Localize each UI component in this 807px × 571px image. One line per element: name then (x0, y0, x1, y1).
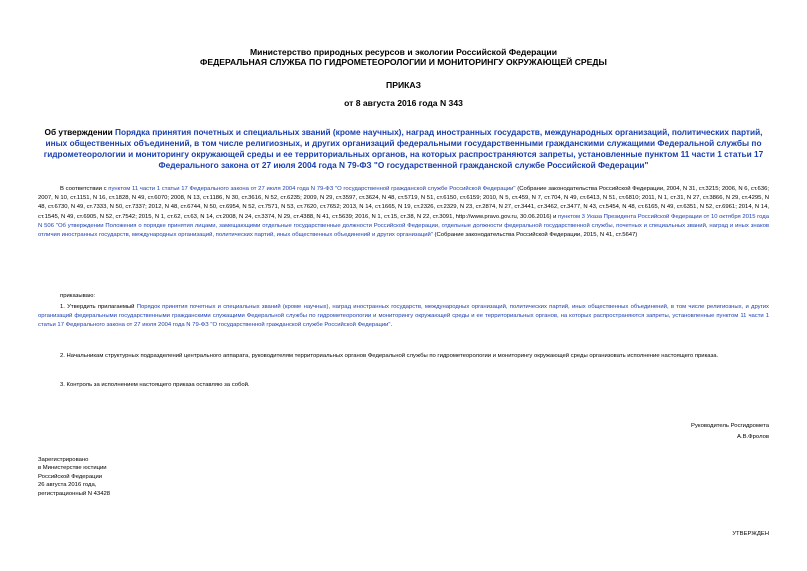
registration-line-2: в Министерстве юстиции (38, 465, 107, 472)
item-1-prefix: 1. Утвердить прилагаемый (60, 304, 137, 310)
signatory-name: А.В.Фролов (737, 434, 769, 440)
title-link[interactable]: Порядка принятия почетных и специальных званий (кроме научных), наград иностранных государств, международных организаций, политических партий, иных общественных объединений, в том числе религиозных, и других организаций федеральными государственными гражданскими служащими Федеральной службы по гидрометеорологии и мониторингу окружающей среды и ее территориальных органов, на которых распространяются запреты, установленные пунктом 11 части 1 статьи 17 Федерального закона от 27 июля 2004 года N 79-ФЗ "О государственной гражданской службе Российской Федерации" (43, 127, 764, 170)
title-prefix: Об утверждении (44, 127, 116, 137)
doc-type: ПРИКАЗ (386, 80, 421, 90)
doc-date: от 8 августа 2016 года N 343 (344, 98, 463, 108)
order-word: приказываю: (60, 293, 96, 299)
preamble-text-3: (Собрание законодательства Российской Федерации, 2015, N 41, ст.5647) (432, 232, 638, 239)
preamble-paragraph (38, 185, 769, 240)
procedure-link[interactable]: Порядок принятия почетных и специальных званий (кроме научных), наград иностранных государств, международных организаций, политических партий, иных общественных объединений, в том числе религиозных, и других организаций федеральными государственными гражданскими служащими Федеральной службы по гидрометеорологии и мониторингу окружающей среды и ее территориальных органов, на которых распространяются запреты, установленные пунктом 11 части 1 статьи 17 Федерального закона от 27 июля 2004 года N 79-ФЗ "О государственной гражданской службе Российской Федерации" (38, 304, 769, 329)
registration-line-1: Зарегистрировано (38, 457, 89, 463)
preamble-text-2: (Собрание законодательства Российской Федерации, 2004, N 31, ст.3215; 2006, N 6, ст.636; 2007, N 10, ст.1151, N 16, ст.1828, N 49, ст.6070; 2008, N 13, ст.1186, N 30, ст.3616, N 52, ст.6235; 2009, N 29, ст.3597, ст.3624, N 48, ст.5719, N 51, ст.6150, ст.6159; 2010, N 5, ст.459, N 7, ст.704, N 49, ст.6413, N 51, ст.6810; 2011, N 1, ст.31, N 27, ст.3866, N 29, ст.4295, N 48, ст.6730, N 49, ст.7333, N 50, ст.7337; 2012, N 48, ст.6744, N 50, ст.6954, N 52, ст.7571, N 53, ст.7620, ст.7652; 2013, N 14, ст.1665, N 19, ст.2326, ст.2329, N 23, ст.2874, N 27, ст.3441, ст.3462, ст.3477, N 43, ст.5454, N 48, ст.6165, N 49, ст.6351, N 52, ст.6961; 2014, N 14, ст.1545, N 49, ст.6905, N 52, ст.7542; 2015, N 1, ст.62, ст.63, N 14, ст.2008, N 24, ст.3374, N 29, ст.4388, N 41, ст.5639; 2016, N 1, ст.15, ст.38, N 22, ст.3091, http://www.pravo.gov.ru, 30.06.2016) и (38, 186, 770, 220)
order-item-1 (38, 303, 769, 331)
approved-label: УТВЕРЖДЕН (732, 531, 769, 537)
registration-line-5: регистрационный N 43428 (38, 490, 111, 497)
order-item-2: 2. Начальникам структурных подразделений центрального аппарата, руководителям территориальных органов Федеральной службы по гидрометеорологии и мониторингу окружающей среды организовать исполнение настоящего приказа. (60, 353, 719, 359)
item-1-suffix: . (390, 322, 393, 329)
law-79fz-link[interactable]: пунктом 11 части 1 статьи 17 Федерального закона от 27 июля 2004 года N 79-ФЗ "О государственной гражданской службе Российской Федерации" (108, 186, 516, 192)
preamble-text-1: В соответствии с (60, 186, 109, 192)
ministry-name: Министерство природных ресурсов и экологии Российской Федерации (250, 47, 557, 57)
service-name: ФЕДЕРАЛЬНАЯ СЛУЖБА ПО ГИДРОМЕТЕОРОЛОГИИ И МОНИТОРИНГУ ОКРУЖАЮЩЕЙ СРЕДЫ (200, 57, 607, 67)
registration-line-3: Российской Федерации (38, 473, 103, 480)
document-title (38, 127, 769, 171)
registration-line-4: 26 августа 2016 года, (38, 482, 97, 489)
registration-block (38, 456, 110, 498)
signatory-position: Руководитель Росгидромета (691, 423, 769, 429)
order-item-3: 3. Контроль за исполнением настоящего приказа оставляю за собой. (60, 382, 250, 388)
decree-506-link[interactable]: пунктом 3 Указа Президента Российской Федерации от 10 октября 2015 года N 506 "Об утверждении Положения о порядке принятия лицами, замещающими отдельные государственные должности Российской Федерации, отдельные должности федеральной государственной службы, почетных и специальных званий, наград и иных знаков отличия иностранных государств, международных организаций, политических партий, иных общественных объединений и других организаций" (38, 213, 769, 239)
